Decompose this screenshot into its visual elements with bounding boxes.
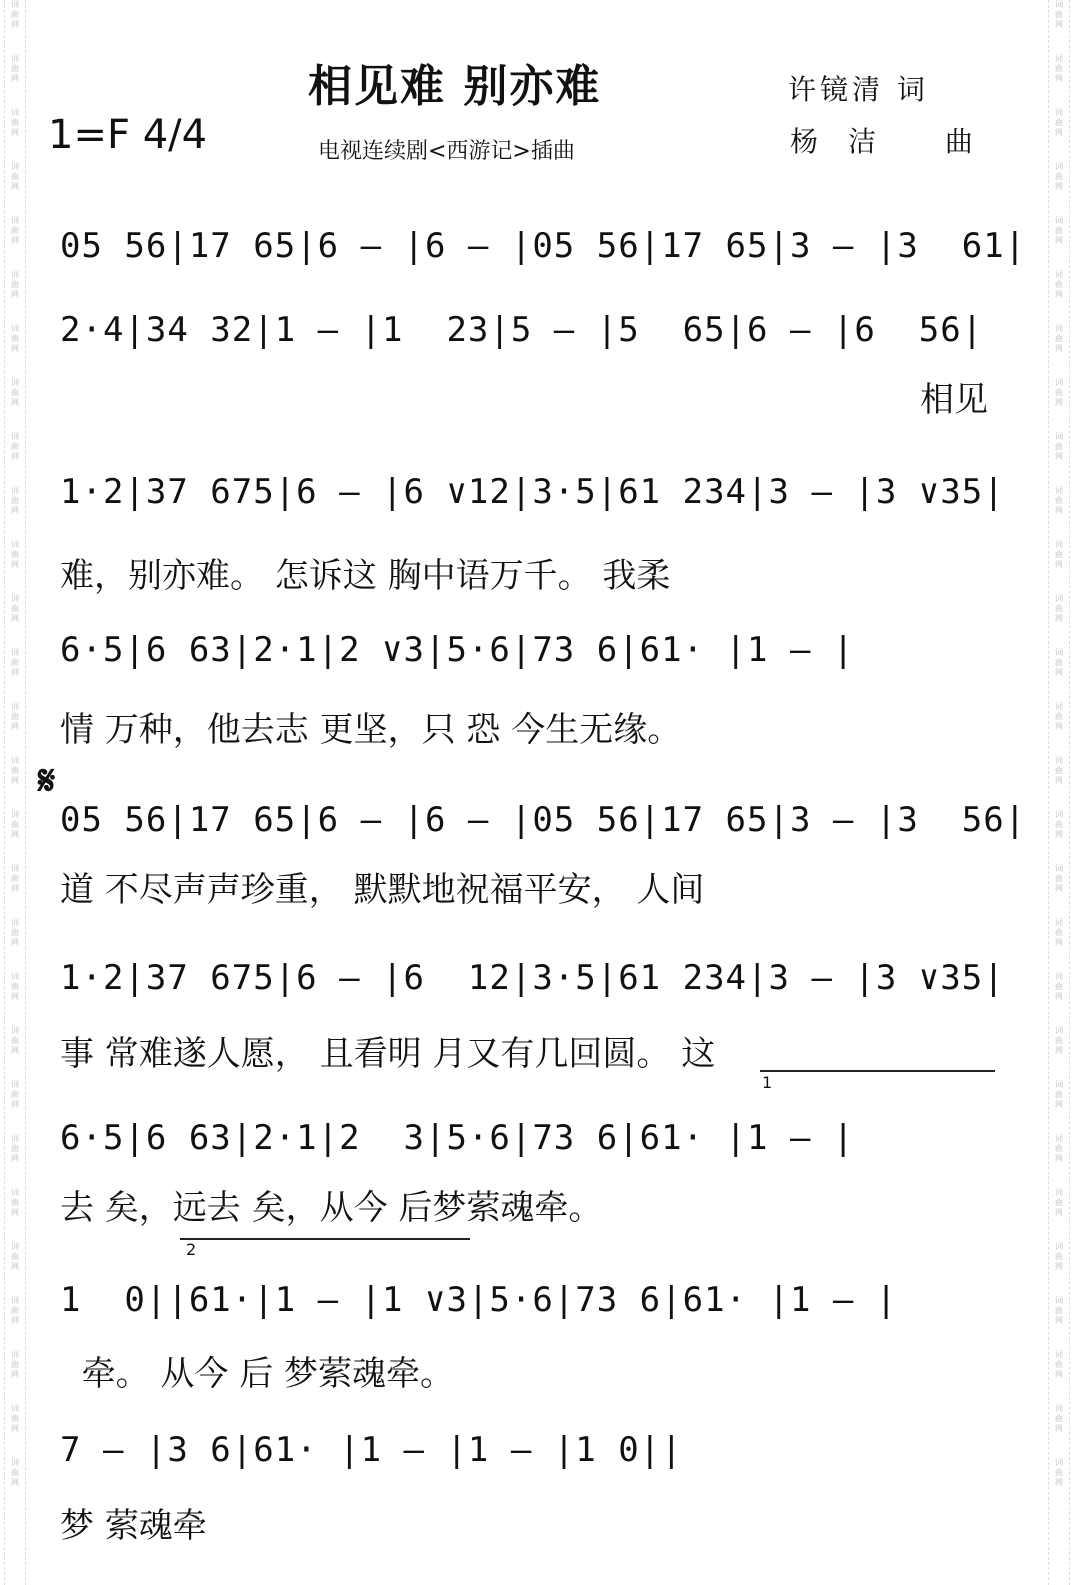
lyric-line: 道 不尽声声珍重， 默默地祝福平安， 人间 xyxy=(60,870,705,910)
watermark-text: 词 曲 网 xyxy=(11,216,19,245)
song-subtitle: 电视连续剧<西游记>插曲 xyxy=(318,139,575,164)
watermark-text: 词 曲 网 xyxy=(11,432,19,461)
watermark-text: 词 曲 网 xyxy=(1055,594,1063,623)
watermark-text: 词 曲 网 xyxy=(1055,1188,1063,1217)
watermark-text: 词 曲 网 xyxy=(1055,108,1063,137)
lyric-line: 事 常难遂人愿， 且看明 月又有几回圆。 这 xyxy=(60,1034,716,1074)
watermark-text: 词 曲 网 xyxy=(11,486,19,515)
watermark-text: 词 曲 网 xyxy=(11,594,19,623)
segno-sign: 𝄋 xyxy=(38,758,56,804)
watermark-text: 词 曲 网 xyxy=(1055,810,1063,839)
watermark-text: 词 曲 网 xyxy=(1055,432,1063,461)
watermark-text: 词 曲 网 xyxy=(1055,1404,1063,1433)
notation-line: 1·2|37 675|6 — |6 12|3·5|61 234|3 — |3 ∨35| xyxy=(60,958,1005,998)
second-ending-bracket xyxy=(180,1238,470,1240)
watermark-text: 词 曲 网 xyxy=(11,54,19,83)
watermark-text: 词 曲 网 xyxy=(11,1350,19,1379)
notation-line: 05 56|17 65|6 — |6 — |05 56|17 65|3 — |3 61| xyxy=(60,226,1027,266)
first-ending-number: 1 xyxy=(762,1073,773,1092)
watermark-text: 词 曲 网 xyxy=(1055,54,1063,83)
watermark-text: 词 曲 网 xyxy=(1055,1026,1063,1055)
watermark-text: 词 曲 网 xyxy=(11,1458,19,1487)
watermark-text: 词 曲 网 xyxy=(11,648,19,677)
lyric-line: 牵。 从今 后 梦萦魂牵。 xyxy=(60,1354,455,1394)
notation-line: 2·4|34 32|1 — |1 23|5 — |5 65|6 — |6 56| xyxy=(60,310,984,350)
watermark-text: 词 曲 网 xyxy=(11,108,19,137)
watermark-text: 词 曲 网 xyxy=(11,1026,19,1055)
second-ending-number: 2 xyxy=(186,1240,197,1259)
watermark-text: 词 曲 网 xyxy=(11,1242,19,1271)
composer-credit: 杨洁 曲 xyxy=(790,125,1003,158)
watermark-text: 词 曲 网 xyxy=(11,270,19,299)
watermark-text: 词 曲 网 xyxy=(1055,648,1063,677)
watermark-text: 词 曲 网 xyxy=(1055,864,1063,893)
score-row-4 xyxy=(60,630,990,690)
watermark-text: 词 曲 网 xyxy=(11,864,19,893)
score-row-5 xyxy=(60,800,1027,860)
watermark-strip-left: 词 曲 网 词 曲 网 词 曲 网 词 曲 网 词 曲 网 词 曲 网 词 曲 网 词 曲 网 词 曲 网 词 曲 网 词 曲 网 词 曲 网 词 曲 网 词 曲 网 词 曲 网 词 曲 网 词 曲 网 词 曲 网 词 曲 网 词 曲 网 词 曲 网 词 曲 网 词 曲 网 词 曲 网 词 曲 网 词 曲 网 词 曲 网 词 曲 网 xyxy=(4,0,26,1585)
score-row-3 xyxy=(60,472,1005,532)
lyric-line: 梦 萦魂牵 xyxy=(60,1506,207,1546)
watermark-strip-right: 词 曲 网 词 曲 网 词 曲 网 词 曲 网 词 曲 网 词 曲 网 词 曲 网 词 曲 网 词 曲 网 词 曲 网 词 曲 网 词 曲 网 词 曲 网 词 曲 网 词 曲 网 词 曲 网 词 曲 网 词 曲 网 词 曲 网 词 曲 网 词 曲 网 词 曲 网 词 曲 网 词 曲 网 词 曲 网 词 曲 网 词 曲 网 词 曲 网 xyxy=(1048,0,1070,1585)
notation-line: 6·5|6 63|2·1|2 ∨3|5·6|73 6|61· |1 — | xyxy=(60,630,855,670)
notation-line: 05 56|17 65|6 — |6 — |05 56|17 65|3 — |3 56| xyxy=(60,800,1027,840)
watermark-text: 词 曲 网 xyxy=(1055,702,1063,731)
lyric-line: 相见 xyxy=(920,380,988,420)
watermark-text: 词 曲 网 xyxy=(1055,486,1063,515)
notation-line: 1 0||61·|1 — |1 ∨3|5·6|73 6|61· |1 — | xyxy=(60,1280,898,1320)
watermark-text: 词 曲 网 xyxy=(1055,918,1063,947)
watermark-text: 词 曲 网 xyxy=(1055,972,1063,1001)
watermark-text: 词 曲 网 xyxy=(1055,1242,1063,1271)
watermark-text: 词 曲 网 xyxy=(11,1404,19,1433)
watermark-text: 词 曲 网 xyxy=(11,972,19,1001)
score-row-8 xyxy=(60,1280,990,1340)
watermark-text: 词 曲 网 xyxy=(1055,1296,1063,1325)
watermark-text: 词 曲 网 xyxy=(1055,216,1063,245)
watermark-text: 词 曲 网 xyxy=(1055,378,1063,407)
watermark-text: 词 曲 网 xyxy=(1055,162,1063,191)
watermark-text: 词 曲 网 xyxy=(11,1296,19,1325)
key-signature: 1=F 4/4 xyxy=(48,112,208,158)
notation-line: 6·5|6 63|2·1|2 3|5·6|73 6|61· |1 — | xyxy=(60,1118,855,1158)
watermark-text: 词 曲 网 xyxy=(1055,1458,1063,1487)
score-row-6 xyxy=(60,958,1005,1018)
score-row-9 xyxy=(60,1430,990,1490)
song-title: 相见难 别亦难 xyxy=(308,61,602,112)
watermark-text: 词 曲 网 xyxy=(11,324,19,353)
notation-line: 7 — |3 6|61· |1 — |1 — |1 0|| xyxy=(60,1430,683,1470)
watermark-text: 词 曲 网 xyxy=(11,1080,19,1109)
watermark-text: 词 曲 网 xyxy=(1055,1080,1063,1109)
watermark-text: 词 曲 网 xyxy=(11,756,19,785)
watermark-text: 词 曲 网 xyxy=(1055,1134,1063,1163)
watermark-text: 词 曲 网 xyxy=(11,1134,19,1163)
watermark-text: 词 曲 网 xyxy=(11,540,19,569)
watermark-text: 词 曲 网 xyxy=(11,702,19,731)
watermark-text: 词 曲 网 xyxy=(1055,270,1063,299)
watermark-text: 词 曲 网 xyxy=(11,162,19,191)
watermark-text: 词 曲 网 xyxy=(11,378,19,407)
lyricist-credit: 许镜清 词 xyxy=(788,73,929,106)
watermark-text: 词 曲 网 xyxy=(1055,756,1063,785)
watermark-text: 词 曲 网 xyxy=(11,918,19,947)
score-row-1 xyxy=(60,226,1027,286)
lyric-line: 去 矣，远去 矣，从今 后梦萦魂牵。 xyxy=(60,1188,603,1228)
watermark-text: 词 曲 网 xyxy=(1055,1350,1063,1379)
watermark-text: 词 曲 网 xyxy=(11,810,19,839)
lyric-line: 情 万种，他去志 更坚，只 恐 今生无缘。 xyxy=(60,710,682,750)
score-row-2 xyxy=(60,310,990,370)
watermark-text: 词 曲 网 xyxy=(1055,324,1063,353)
score-row-7 xyxy=(60,1118,990,1178)
notation-line: 1·2|37 675|6 — |6 ∨12|3·5|61 234|3 — |3 ∨35| xyxy=(60,472,1005,512)
lyric-line: 难，别亦难。 怎诉这 胸中语万千。 我柔 xyxy=(60,556,671,596)
watermark-text: 词 曲 网 xyxy=(1055,540,1063,569)
first-ending-bracket xyxy=(760,1070,995,1072)
watermark-text: 词 曲 网 xyxy=(11,1188,19,1217)
